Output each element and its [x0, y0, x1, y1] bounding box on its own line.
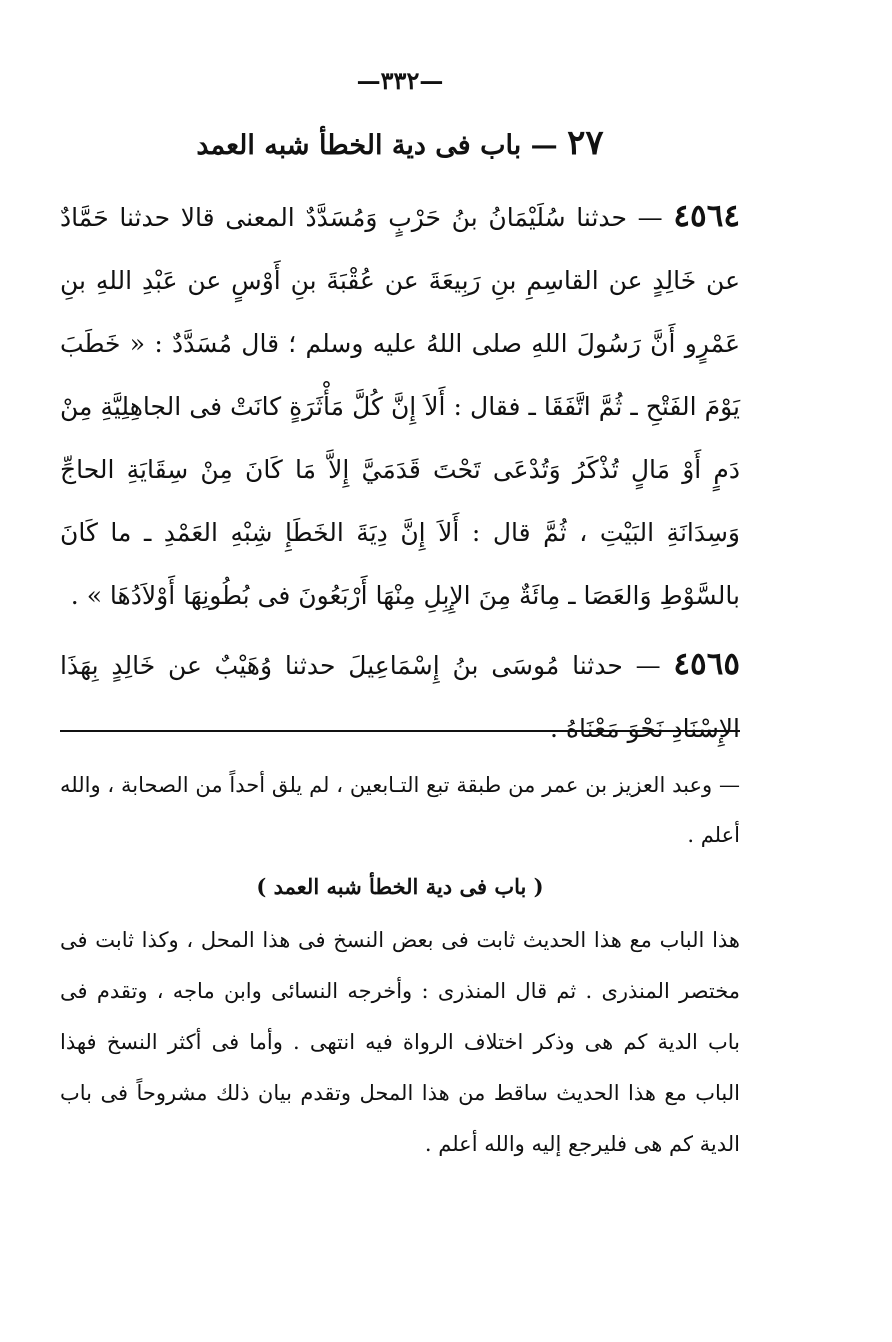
- footnote-separator: [60, 730, 740, 732]
- book-page: [60, 60, 740, 1280]
- chapter-title: باب فى دية الخطأ شبه العمد: [196, 130, 522, 161]
- hadith-4564: [60, 185, 740, 627]
- hadith-text: — حدثنا سُلَيْمَانُ بنُ حَرْبٍ وَمُسَدَّدٌ المعنى قالا حدثنا حَمَّادٌ عن خَالِدٍ عن القاسِمِ بنِ رَبِيعَةَ عن عُقْبَةَ بنِ أَوْسٍ عن عَبْدِ اللهِ بنِ عَمْرٍو أَنَّ رَسُولَ اللهِ صلى اللهُ عليه وسلم ؛ قال مُسَدَّدٌ : « خَطَبَ يَوْمَ الفَتْحِ ـ ثُمَّ اتَّفَقَا ـ فقال : أَلاَ إِنَّ كُلَّ مَأْثَرَةٍ كانَتْ فى الجاهِلِيَّةِ مِنْ دَمٍ أَوْ مَالٍ تُذْكَرُ وَتُدْعَى تَحْتَ قَدَمَيَّ إِلاَّ مَا كَانَ مِنْ سِقَايَةِ الحاجِّ وَسِدَانَةِ البَيْتِ ، ثُمَّ قال : أَلاَ إِنَّ دِيَةَ الخَطَإِ شِبْهِ العَمْدِ ـ ما كَانَ بالسَّوْطِ وَالعَصَا ـ مِائَةٌ مِنَ الإِبِلِ مِنْهَا أَرْبَعُونَ فى بُطُونِهَا أَوْلاَدُهَا » .: [60, 203, 740, 610]
- hadith-4565: [60, 633, 740, 760]
- commentary-body: هذا الباب مع هذا الحديث ثابت فى بعض النسخ فى هذا المحل ، وكذا ثابت فى مختصر المنذرى . ثم قال المنذرى : وأخرجه النسائى وابن ماجه ، وتقدم فى باب الدية كم هى وذكر اختلاف الرواة فيه انتهى . وأما فى أكثر النسخ فهذا الباب مع هذا الحديث ساقط من هذا المحل وتقدم بيان ذلك مشروحاً فى باب الدية كم هى فليرجع إليه والله أعلم .: [60, 928, 740, 1156]
- page-number: —٣٣٢—: [356, 66, 444, 95]
- commentary-sub-heading: ( باب فى دية الخطأ شبه العمد ): [256, 874, 544, 899]
- chapter-number: ٢٧: [567, 123, 604, 163]
- chapter-heading: [60, 123, 740, 163]
- hadith-text: — حدثنا مُوسَى بنُ إِسْمَاعِيلَ حدثنا وُهَيْبٌ عن خَالِدٍ بِهَذَا الإِسْنَادِ نَحْوَ مَعْنَاهُ .: [60, 651, 740, 743]
- commentary-section: [60, 760, 740, 1170]
- commentary-note: — وعبد العزيز بن عمر من طبقة تبع التـابعين ، لم يلق أحداً من الصحابة ، والله أعلم .: [60, 773, 740, 847]
- hadith-number: ٤٥٦٤: [673, 198, 740, 234]
- chapter-dash: —: [521, 130, 568, 161]
- hadith-number: ٤٥٦٥: [673, 646, 740, 682]
